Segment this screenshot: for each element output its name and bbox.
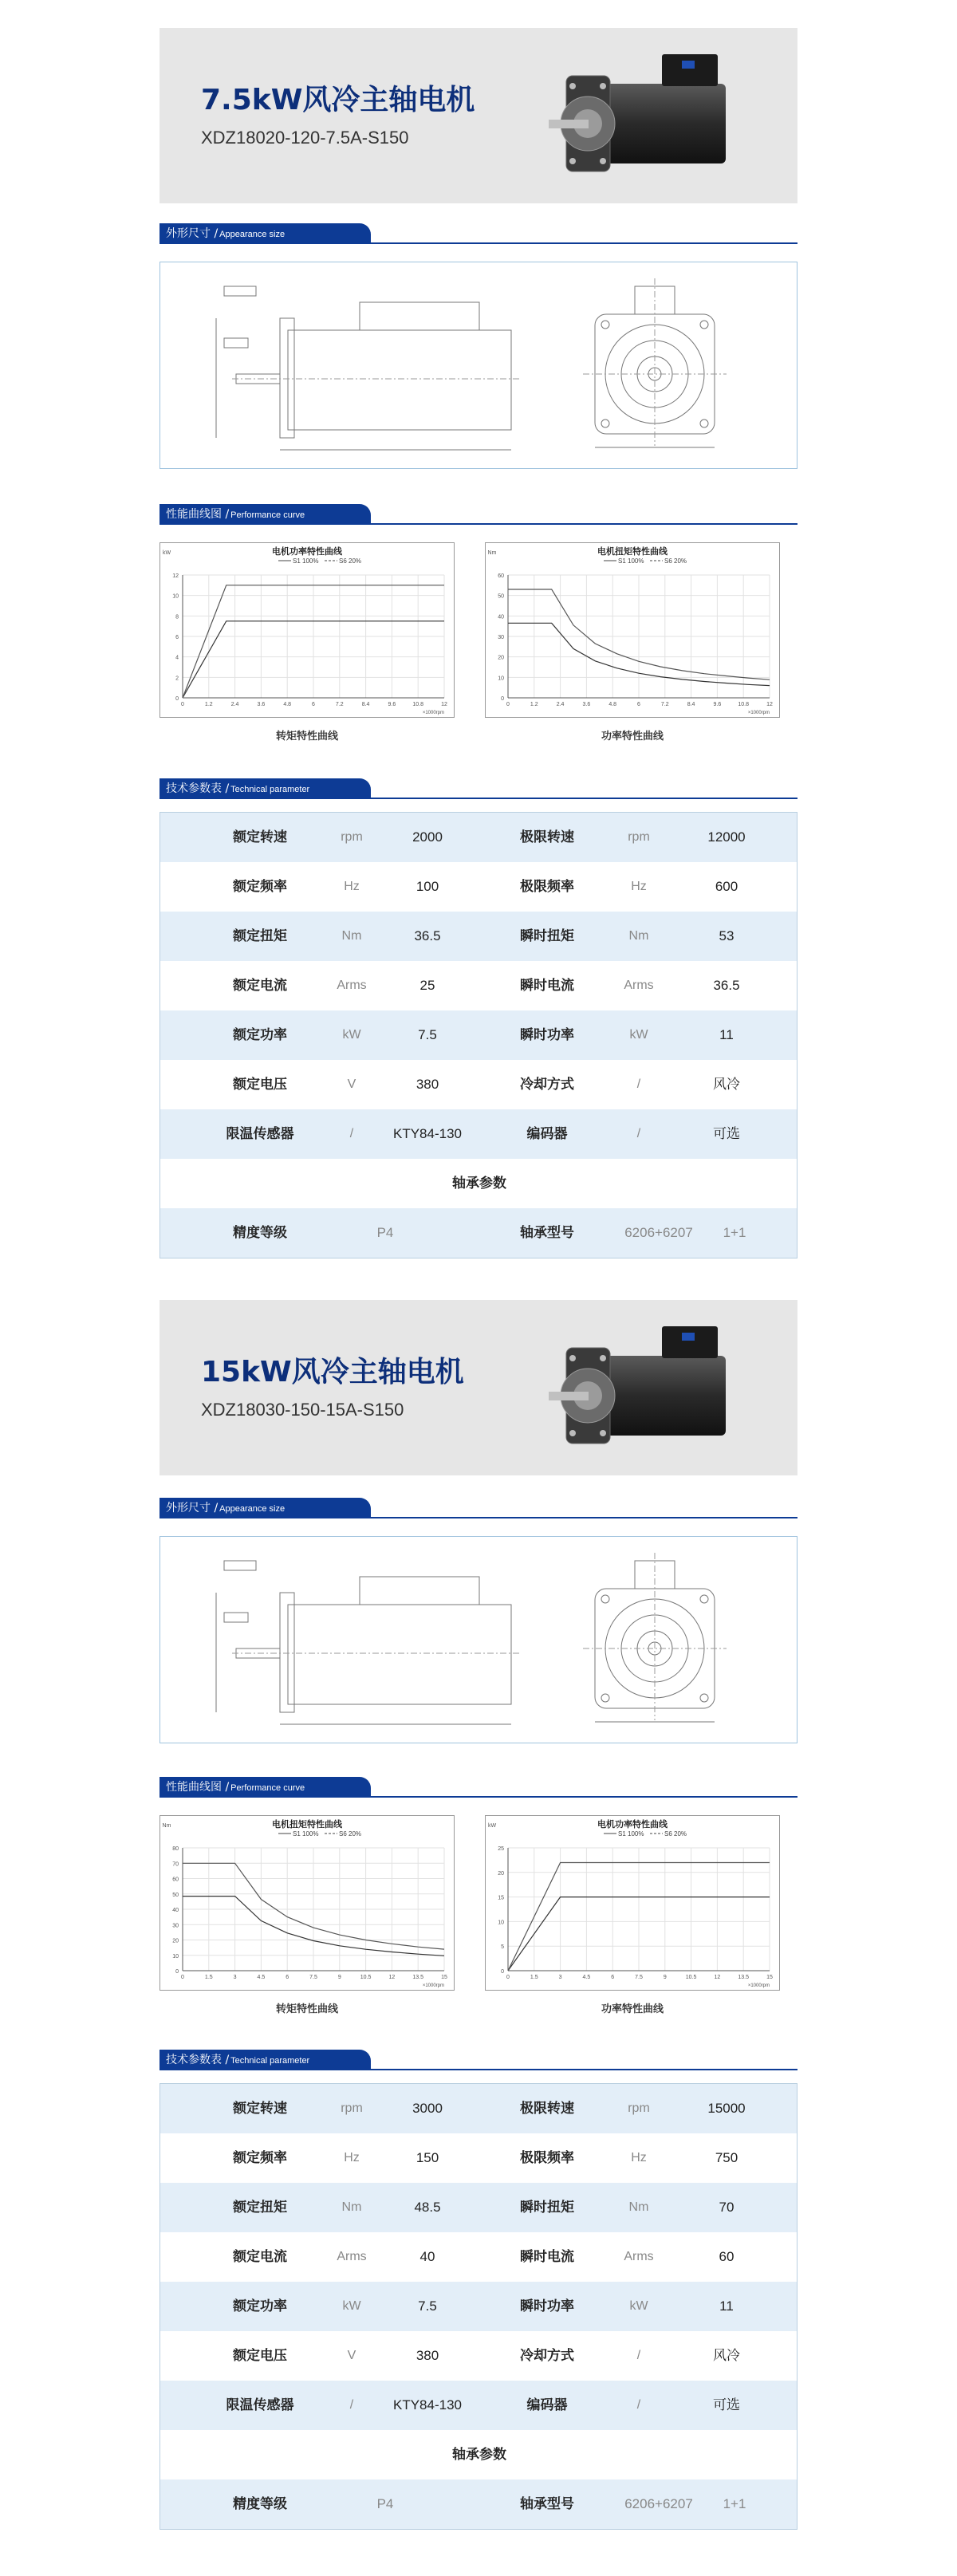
technical-parameter-header-en: Technical parameter (230, 785, 310, 794)
x-tick-label: 3.6 (582, 702, 591, 707)
side-view-terminal-box (360, 302, 479, 330)
table-row (160, 912, 797, 961)
param-unit: Nm (628, 2200, 649, 2214)
side-view-terminal-box (360, 1577, 479, 1605)
motor-photo (542, 1312, 734, 1467)
legend-entry: S6 20% (664, 557, 687, 565)
motor-bolt (600, 83, 606, 89)
y-axis-label: Nm (162, 1823, 171, 1829)
motor-bolt (600, 1430, 606, 1436)
legend-entry: S1 100% (618, 1830, 644, 1837)
motor-photo (542, 40, 734, 195)
param-value: KTY84-130 (393, 2397, 462, 2413)
param-label: 冷却方式 (520, 2348, 574, 2364)
performance-curve-header-en: Performance curve (230, 1783, 305, 1793)
param-unit: / (636, 1127, 641, 1140)
appearance-size-header-en: Appearance size (219, 230, 286, 239)
param-label: 瞬时扭矩 (520, 928, 574, 944)
y-tick-label: 0 (501, 696, 504, 702)
table-row (160, 2084, 797, 2133)
parameter-table (160, 2083, 798, 2530)
x-tick-label: 10.8 (738, 702, 750, 707)
param-label: 极限频率 (520, 879, 574, 895)
chart-title: 电机扭矩特性曲线 (597, 547, 668, 557)
product-banner (160, 28, 798, 203)
y-tick-label: 10 (172, 593, 179, 600)
x-tick-label: 2.4 (556, 702, 565, 707)
end-view-bolt-hole (700, 1694, 708, 1702)
chart-caption: 功率特性曲线 (601, 2003, 664, 2015)
param-unit: kW (342, 1028, 361, 1042)
y-tick-label: 10 (498, 676, 504, 682)
param-label: 瞬时功率 (520, 2298, 574, 2314)
chart-title: 电机扭矩特性曲线 (272, 1820, 342, 1830)
y-tick-label: 0 (501, 1969, 504, 1975)
chart-title: 电机功率特性曲线 (272, 547, 342, 557)
performance-chart (160, 543, 454, 717)
chart-frame (485, 542, 780, 718)
x-tick-label: 0 (506, 702, 510, 707)
x-tick-label: 1.5 (530, 1975, 538, 1980)
motor-bolt (600, 1355, 606, 1361)
bearing-precision-value: P4 (376, 2496, 394, 2511)
table-row (160, 2232, 797, 2282)
chart-frame (485, 1815, 780, 1991)
performance-chart (160, 1816, 454, 1990)
x-tick-label: 1.2 (204, 702, 213, 707)
param-unit: rpm (341, 830, 363, 844)
x-tick-label: 3 (558, 1975, 562, 1980)
y-axis-label: kW (162, 550, 171, 556)
param-unit: / (349, 2398, 354, 2412)
bearing-label: 轴承型号 (520, 1225, 574, 1241)
param-value: 48.5 (414, 2200, 441, 2215)
technical-parameter-header-en: Technical parameter (230, 2056, 310, 2066)
motor-terminal-box (662, 54, 718, 86)
chart-caption: 转矩特性曲线 (275, 731, 338, 742)
param-label: 额定电流 (233, 978, 287, 994)
param-value: 60 (719, 2249, 734, 2264)
side-view-flange (280, 318, 294, 438)
x-tick-label: 1.2 (530, 702, 538, 707)
bearing-model-value: 6206+6207 (624, 1225, 693, 1240)
y-axis-label: Nm (487, 550, 497, 556)
appearance-drawing-frame (160, 262, 798, 469)
x-tick-label: 6 (637, 702, 640, 707)
param-label: 额定转速 (233, 829, 287, 845)
x-tick-label: 4.8 (283, 702, 292, 707)
param-unit: V (347, 2349, 356, 2362)
motor-terminal-box (662, 1326, 718, 1358)
table-row (160, 961, 797, 1010)
param-value: 36.5 (713, 978, 740, 993)
motor-shaft (549, 1392, 589, 1400)
table-row (160, 813, 797, 862)
performance-curve-header-en: Performance curve (230, 510, 305, 520)
table-row-bearing (160, 1208, 797, 1258)
technical-parameter-header-cn: 技术参数表 / (166, 2054, 230, 2066)
x-tick-label: 12 (388, 1975, 396, 1980)
end-view-bolt-hole (700, 321, 708, 329)
table-row (160, 2133, 797, 2183)
product-title: 15kW风冷主轴电机 (201, 1356, 464, 1388)
param-unit: Arms (624, 2250, 654, 2263)
motor-shaft (549, 120, 589, 128)
appearance-size-header (160, 1498, 371, 1518)
x-tick-label: 3.6 (257, 702, 266, 707)
y-tick-label: 20 (498, 655, 504, 661)
tolerance-frame (224, 286, 256, 296)
x-tick-label: 0 (506, 1975, 510, 1980)
x-tick-label: 4.5 (582, 1975, 591, 1980)
appearance-drawing-frame (160, 1536, 798, 1743)
x-tick-label: 2.4 (230, 702, 239, 707)
end-view-bolt-hole (700, 1595, 708, 1603)
chart-frame (160, 542, 455, 718)
param-label: 编码器 (526, 2397, 568, 2413)
end-view-bolt-hole (601, 419, 609, 427)
param-unit: / (349, 1127, 354, 1140)
x-tick-label: 7.2 (335, 702, 344, 707)
chart-caption: 转矩特性曲线 (275, 2003, 338, 2015)
param-value: 风冷 (713, 2348, 740, 2363)
param-label: 额定频率 (233, 2150, 287, 2166)
side-view-body (288, 330, 511, 430)
param-unit: Hz (344, 2151, 360, 2164)
param-unit: Arms (624, 979, 654, 992)
y-tick-label: 2 (175, 676, 179, 682)
x-tick-label: 9.6 (388, 702, 396, 707)
x-tick-label: 0 (181, 702, 184, 707)
x-tick-label: 3 (233, 1975, 237, 1980)
param-value: 2000 (412, 829, 443, 845)
motor-logo-plate (682, 1333, 695, 1341)
product-model: XDZ18030-150-15A-S150 (201, 1400, 404, 1420)
table-row (160, 1109, 797, 1159)
y-tick-label: 60 (172, 1877, 179, 1883)
param-label: 编码器 (526, 1126, 568, 1142)
param-value: KTY84-130 (393, 1126, 462, 1141)
param-label: 额定扭矩 (233, 2200, 287, 2216)
dimension-drawing (160, 262, 797, 468)
motor-bolt (569, 1430, 576, 1436)
param-label: 额定功率 (233, 2298, 287, 2314)
side-view-body (288, 1605, 511, 1704)
x-tick-label: 9.6 (713, 702, 722, 707)
param-value: 15000 (707, 2101, 746, 2116)
param-label: 冷却方式 (520, 1077, 574, 1093)
param-label: 额定电压 (233, 2348, 287, 2364)
legend-entry: S1 100% (618, 557, 644, 565)
legend-entry: S6 20% (339, 1830, 362, 1837)
tolerance-frame (224, 1561, 256, 1570)
end-view-bolt-hole (601, 1694, 609, 1702)
performance-chart (486, 1816, 779, 1990)
motor-bolt (569, 158, 576, 164)
y-tick-label: 60 (498, 573, 504, 579)
param-label: 额定功率 (233, 1027, 287, 1043)
product-title: 7.5kW风冷主轴电机 (201, 84, 475, 116)
bearing-arrangement-value: 1+1 (723, 1225, 746, 1240)
x-tick-label: 10.5 (685, 1975, 697, 1980)
param-label: 瞬时电流 (520, 2249, 574, 2265)
y-tick-label: 20 (172, 1938, 179, 1944)
x-tick-label: 6 (312, 702, 315, 707)
param-unit: / (636, 2398, 641, 2412)
motor-bolt (569, 83, 576, 89)
technical-parameter-header (160, 2050, 371, 2070)
tolerance-frame (224, 338, 248, 348)
param-value: 7.5 (418, 1027, 437, 1042)
param-unit: Hz (631, 880, 647, 893)
table-row (160, 2381, 797, 2430)
performance-chart (486, 543, 779, 717)
x-tick-label: 6 (286, 1975, 289, 1980)
bearing-model-value: 6206+6207 (624, 2496, 693, 2511)
param-unit: Hz (344, 880, 360, 893)
param-unit: / (636, 1077, 641, 1091)
dimension-drawing (160, 1537, 797, 1743)
y-tick-label: 20 (498, 1870, 504, 1877)
param-label: 限温传感器 (226, 1126, 294, 1142)
x-tick-label: 7.5 (635, 1975, 643, 1980)
appearance-size-header-cn: 外形尺寸 / (166, 227, 219, 240)
y-tick-label: 25 (498, 1846, 504, 1852)
x-tick-label: 0 (181, 1975, 184, 1980)
appearance-size-header-cn: 外形尺寸 / (166, 1502, 219, 1514)
x-tick-label: 6 (611, 1975, 615, 1980)
y-tick-label: 12 (172, 573, 179, 579)
y-tick-label: 4 (175, 655, 179, 661)
param-value: 70 (719, 2200, 734, 2215)
x-tick-label: 4.5 (257, 1975, 266, 1980)
side-view-flange (280, 1593, 294, 1712)
x-tick-label: 12 (714, 1975, 721, 1980)
y-tick-label: 70 (172, 1861, 179, 1868)
x-tick-label: 10.8 (412, 702, 424, 707)
x-axis-label: ×1000rpm (747, 711, 770, 715)
motor-body (598, 1356, 726, 1436)
y-tick-label: 8 (175, 614, 179, 620)
table-row (160, 2282, 797, 2331)
param-value: 12000 (707, 829, 746, 845)
product-section (0, 0, 957, 1284)
table-row (160, 862, 797, 912)
param-label: 极限频率 (520, 2150, 574, 2166)
performance-curve-header (160, 504, 371, 525)
table-row-bearing-header (160, 1159, 797, 1208)
param-unit: Nm (341, 2200, 362, 2214)
bearing-precision-value: P4 (376, 1225, 394, 1240)
param-label: 额定扭矩 (233, 928, 287, 944)
appearance-size-header (160, 223, 371, 244)
product-banner (160, 1300, 798, 1475)
param-value: 7.5 (418, 2298, 437, 2314)
x-tick-label: 7.5 (309, 1975, 317, 1980)
legend-entry: S1 100% (293, 1830, 319, 1837)
legend-entry: S1 100% (293, 557, 319, 565)
legend-entry: S6 20% (339, 557, 362, 565)
x-axis-label: ×1000rpm (747, 1983, 770, 1988)
technical-parameter-header-cn: 技术参数表 / (166, 782, 230, 795)
x-tick-label: 12 (441, 702, 447, 707)
param-unit: V (347, 1077, 356, 1091)
param-value: 可选 (713, 2397, 740, 2413)
param-value: 36.5 (414, 928, 441, 943)
param-value: 11 (719, 1027, 734, 1042)
param-label: 极限转速 (520, 2101, 574, 2117)
param-unit: kW (629, 1028, 648, 1042)
legend-entry: S6 20% (664, 1830, 687, 1837)
x-tick-label: 8.4 (687, 702, 695, 707)
y-tick-label: 0 (175, 1969, 179, 1975)
table-row (160, 1010, 797, 1060)
bearing-section-label: 轴承参数 (452, 2447, 506, 2463)
bearing-section-label: 轴承参数 (452, 1176, 506, 1191)
motor-image (542, 40, 734, 191)
y-tick-label: 10 (172, 1953, 179, 1960)
x-tick-label: 10.5 (360, 1975, 372, 1980)
param-value: 53 (719, 928, 734, 943)
param-value: 3000 (412, 2101, 443, 2116)
param-value: 380 (415, 2348, 439, 2363)
chart-frame (160, 1815, 455, 1991)
end-view-bolt-hole (601, 1595, 609, 1603)
param-unit: rpm (628, 2101, 650, 2115)
performance-curve-header-cn: 性能曲线图 / (166, 1781, 230, 1794)
motor-logo-plate (682, 61, 695, 69)
x-tick-label: 15 (441, 1975, 447, 1980)
motor-body (598, 84, 726, 163)
motor-bolt (569, 1355, 576, 1361)
bearing-arrangement-value: 1+1 (723, 2496, 746, 2511)
param-unit: kW (342, 2299, 361, 2313)
x-tick-label: 7.2 (660, 702, 669, 707)
param-value: 风冷 (713, 1077, 740, 1092)
y-tick-label: 30 (498, 635, 504, 640)
y-tick-label: 50 (498, 593, 504, 600)
x-tick-label: 12 (766, 702, 773, 707)
param-unit: rpm (628, 830, 650, 844)
param-label: 限温传感器 (226, 2397, 294, 2413)
param-unit: Nm (628, 929, 649, 943)
performance-curve-header-cn: 性能曲线图 / (166, 508, 230, 521)
x-axis-label: ×1000rpm (422, 1983, 444, 1988)
param-value: 25 (419, 978, 435, 993)
x-tick-label: 13.5 (412, 1975, 424, 1980)
param-value: 11 (719, 2298, 734, 2314)
tolerance-frame (224, 1613, 248, 1622)
param-value: 可选 (713, 1126, 740, 1141)
param-label: 额定电流 (233, 2249, 287, 2265)
param-label: 瞬时扭矩 (520, 2200, 574, 2216)
product-model: XDZ18020-120-7.5A-S150 (201, 128, 409, 148)
x-tick-label: 13.5 (738, 1975, 750, 1980)
y-tick-label: 5 (501, 1944, 504, 1951)
table-row (160, 1060, 797, 1109)
param-label: 瞬时功率 (520, 1027, 574, 1043)
x-tick-label: 15 (766, 1975, 773, 1980)
end-view-bolt-hole (700, 419, 708, 427)
y-tick-label: 0 (175, 696, 179, 702)
y-tick-label: 6 (175, 635, 179, 640)
y-tick-label: 30 (172, 1923, 179, 1929)
product-section (0, 1284, 957, 2576)
param-value: 380 (415, 1077, 439, 1092)
motor-bolt (600, 158, 606, 164)
x-tick-label: 8.4 (361, 702, 370, 707)
y-tick-label: 10 (498, 1920, 504, 1926)
param-unit: Arms (337, 979, 367, 992)
y-tick-label: 15 (498, 1895, 504, 1901)
param-value: 600 (715, 879, 738, 894)
param-unit: / (636, 2349, 641, 2362)
x-tick-label: 4.8 (608, 702, 617, 707)
bearing-label: 精度等级 (233, 1225, 287, 1241)
table-row-bearing-header (160, 2430, 797, 2479)
table-row (160, 2183, 797, 2232)
technical-parameter-header (160, 778, 371, 799)
parameter-table (160, 812, 798, 1258)
x-tick-label: 9 (663, 1975, 667, 1980)
param-label: 瞬时电流 (520, 978, 574, 994)
param-label: 额定转速 (233, 2101, 287, 2117)
y-tick-label: 40 (498, 614, 504, 620)
param-unit: Arms (337, 2250, 367, 2263)
performance-curve-header (160, 1777, 371, 1798)
param-unit: Hz (631, 2151, 647, 2164)
param-unit: kW (629, 2299, 648, 2313)
param-label: 极限转速 (520, 829, 574, 845)
param-label: 额定电压 (233, 1077, 287, 1093)
motor-image (542, 1312, 734, 1463)
table-row (160, 2331, 797, 2381)
chart-caption: 功率特性曲线 (601, 731, 664, 742)
param-value: 40 (419, 2249, 435, 2264)
param-value: 750 (715, 2150, 738, 2165)
x-tick-label: 9 (337, 1975, 341, 1980)
y-axis-label: kW (487, 1823, 497, 1829)
y-tick-label: 50 (172, 1892, 179, 1898)
param-unit: rpm (341, 2101, 363, 2115)
bearing-label: 轴承型号 (520, 2496, 574, 2512)
chart-title: 电机功率特性曲线 (597, 1820, 668, 1830)
y-tick-label: 80 (172, 1846, 179, 1852)
appearance-size-header-en: Appearance size (219, 1504, 286, 1514)
param-unit: Nm (341, 929, 362, 943)
x-axis-label: ×1000rpm (422, 711, 444, 715)
bearing-label: 精度等级 (233, 2496, 287, 2512)
table-row-bearing (160, 2479, 797, 2529)
param-value: 150 (415, 2150, 439, 2165)
x-tick-label: 1.5 (204, 1975, 213, 1980)
param-value: 100 (415, 879, 439, 894)
y-tick-label: 40 (172, 1908, 179, 1913)
param-label: 额定频率 (233, 879, 287, 895)
end-view-bolt-hole (601, 321, 609, 329)
